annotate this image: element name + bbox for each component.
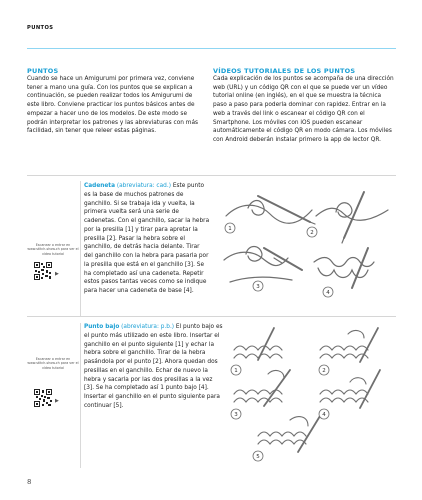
- intro-title: PUNTOS: [27, 67, 59, 75]
- intro-text: [27, 75, 205, 136]
- punto-bajo-step-1-label: 1: [234, 368, 238, 374]
- qr-caption-punto-bajo: Escanear o entrar en www.stitch-show.ch para ver el vídeo tutorial: [27, 357, 79, 370]
- cadeneta-step-1-label: 1: [228, 226, 232, 232]
- cadeneta-illustration: [218, 188, 396, 306]
- cadeneta-text: [84, 182, 210, 296]
- videos-title: VÍDEOS TUTORIALES DE LOS PUNTOS: [213, 67, 356, 75]
- punto-bajo-illustration: [228, 326, 396, 466]
- cadeneta-abbr: (abreviatura: cad.): [116, 183, 171, 189]
- running-head: PUNTOS: [27, 25, 54, 31]
- section-divider-2: [27, 316, 396, 317]
- video-icon: ▶: [55, 271, 59, 277]
- punto-bajo-text: [84, 323, 224, 411]
- cadeneta-body: Este punto es la base de muchos patrones de ganchillo. Si se trabaja ida y vuelta, la primera vuelta será una serie de cadenetas. Con el ganchillo, sacar la hebra por la presilla [1] y tirar para apretar la presilla [2]. Pasar la hebra sobre el ganchillo, de detrás hacia delante. Tirar del ganchillo con la hebra para pasarla por la presilla que está en el ganchillo [3]. Se ha completado así una cadeneta. Repetir estos pasos tantas veces como se indique para hacer una cadeneta de base [4].: [84, 183, 210, 294]
- punto-bajo-title: Punto bajo: [84, 324, 120, 330]
- qr-code-punto-bajo[interactable]: [34, 389, 52, 407]
- video-icon: ▶: [55, 398, 59, 404]
- punto-bajo-step-4-label: 4: [322, 412, 326, 418]
- qr-code-cadeneta[interactable]: [34, 262, 52, 280]
- page-number: 8: [27, 478, 32, 486]
- section-divider-1: [27, 175, 396, 176]
- top-rule: [27, 48, 396, 49]
- cadeneta-step-2-label: 2: [310, 230, 314, 236]
- punto-bajo-abbr: (abreviatura: p.b.): [121, 324, 175, 330]
- punto-bajo-step-3-label: 3: [234, 412, 238, 418]
- videos-text: [213, 75, 396, 145]
- punto-bajo-step-5-label: 5: [256, 454, 260, 460]
- qr-caption-cadeneta: Escanear o entrar en www.stitch-show.ch para ver el vídeo tutorial: [27, 243, 79, 256]
- punto-bajo-body: El punto bajo es el punto más utilizado en este libro. Insertar el ganchillo en el punto siguiente [1] y echar la hebra sobre el ganchillo. Tirar de la hebra pasándola por el punto [2]. Ahora quedan dos presillas en el ganchillo. Echar de nuevo la hebra y sacarla por las dos presillas a la vez [3]. Se ha completado así 1 punto bajo [4]. Insertar el ganchillo en el punto siguiente para continuar [5].: [84, 324, 223, 409]
- videos-body: Cada explicación de los puntos se acompaña de una dirección web (URL) y un código QR con el que se puede ver un vídeo tutorial online (en inglés), en el que se muestra la técnica paso a paso para poderla dominar con rapidez. Entrar en la web a través del link o escanear el código QR con el Smartphone. Los móviles con iOS pueden escanear automáticamente el código QR en modo cámara. Los móviles con Android deberán instalar primero la app de lector QR.: [213, 76, 394, 143]
- cadeneta-step-3-label: 3: [256, 284, 260, 290]
- punto-bajo-step-2-label: 2: [322, 368, 326, 374]
- intro-body: Cuando se hace un Amigurumi por primera vez, conviene tener a mano una guía. Con los puntos que se explican a continuación, se pueden realizar todos los Amigurumi de este libro. Conviene practicar los puntos básicos antes de empezar a hacer uno de los modelos. De este modo se podrán interpretar los patrones y las abreviaturas con más facilidad, sin tener que releer estas páginas.: [27, 76, 199, 135]
- cadeneta-step-4-label: 4: [326, 290, 330, 296]
- section-1-rule: [80, 181, 81, 316]
- cadeneta-title: Cadeneta: [84, 183, 115, 189]
- section-2-rule: [80, 323, 81, 468]
